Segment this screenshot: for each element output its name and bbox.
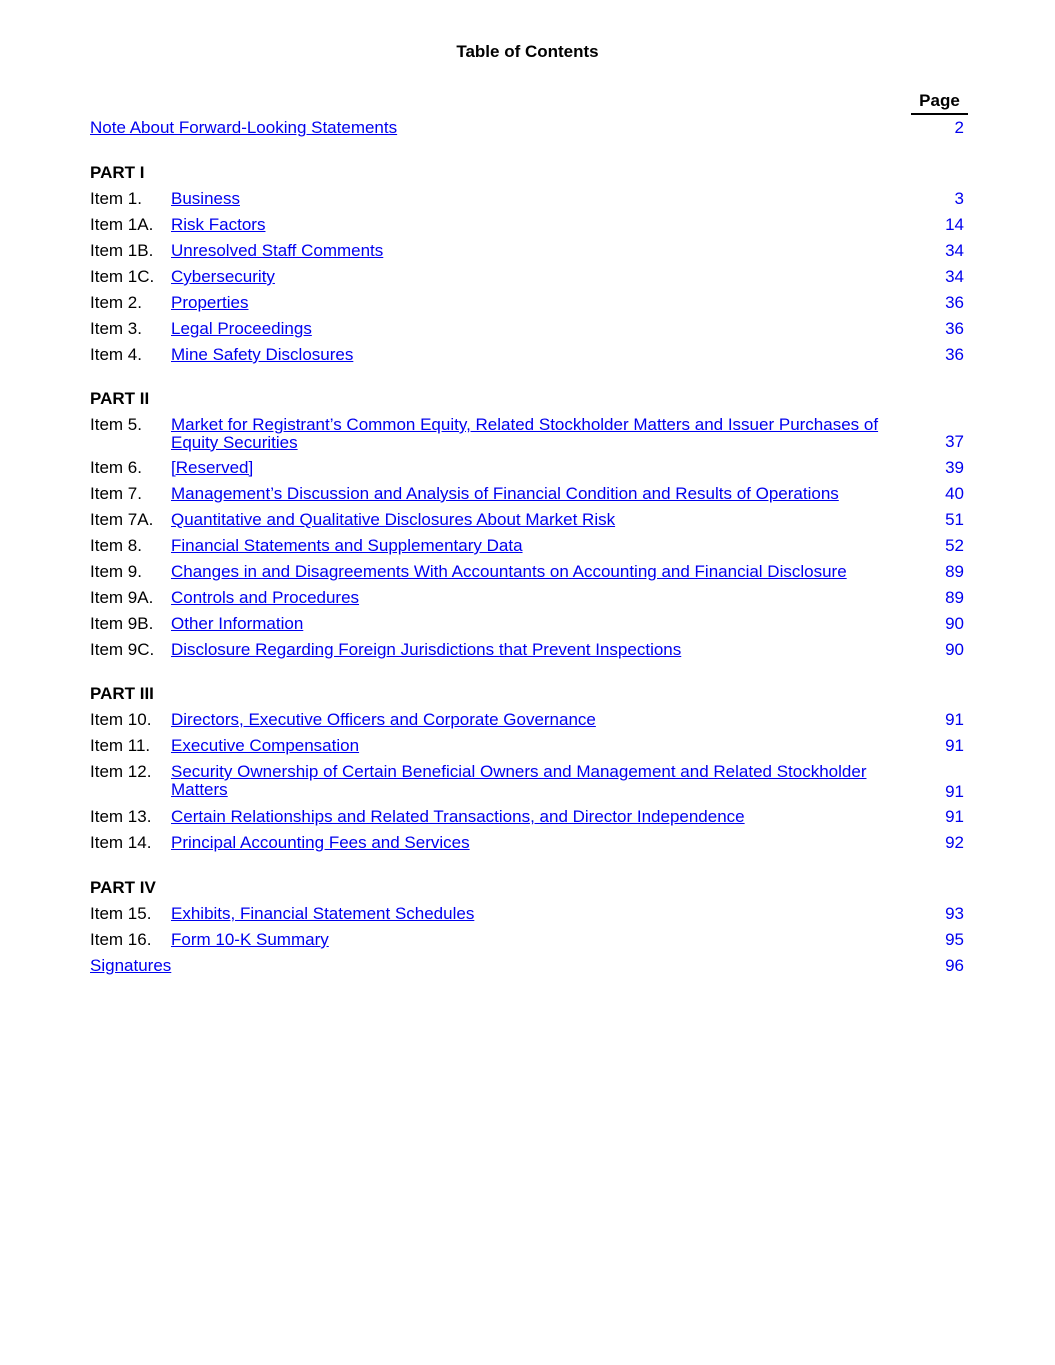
part-heading: PART IV [90,878,156,897]
item-link[interactable]: [Reserved] [171,458,254,477]
page-number: 36 [945,293,964,312]
page-number: 3 [954,189,964,208]
page-number: 91 [945,807,964,826]
item-link[interactable]: Other Information [171,614,304,633]
page-number: 51 [945,510,964,529]
item-link[interactable]: Legal Proceedings [171,319,312,338]
item-number: Item 7A. [90,510,154,529]
page-number: 34 [945,241,964,260]
item-number: Item 9C. [90,640,155,659]
page-number: 93 [945,904,964,923]
page-number: 90 [945,640,964,659]
item-link[interactable]: Exhibits, Financial Statement Schedules [171,904,475,923]
item-link[interactable]: Cybersecurity [171,267,275,286]
item-number: Item 1. [90,189,142,208]
item-link[interactable]: Risk Factors [171,215,266,234]
item-link[interactable]: Financial Statements and Supplementary Data [171,536,523,555]
page-number: 92 [945,833,964,852]
item-link[interactable]: Principal Accounting Fees and Services [171,833,470,852]
page-number: 90 [945,614,964,633]
item-link[interactable]: Certain Relationships and Related Transactions, and Director Independence [171,807,745,826]
item-number: Item 13. [90,807,152,826]
item-link[interactable]: Changes in and Disagreements With Accountants on Accounting and Financial Disclosure [171,562,847,581]
page-number: 40 [945,484,964,503]
item-number: Item 11. [90,736,151,755]
item-number: Item 1A. [90,215,154,234]
part-heading: PART I [90,163,145,182]
item-link[interactable]: Mine Safety Disclosures [171,345,354,364]
item-number: Item 12. [90,762,152,781]
item-number: Item 7. [90,484,142,503]
item-number: Item 2. [90,293,142,312]
item-number: Item 15. [90,904,152,923]
item-link[interactable]: Controls and Procedures [171,588,360,607]
page-number: 36 [945,345,964,364]
page-number: 52 [945,536,964,555]
page-number: 96 [945,956,964,975]
page-title: Table of Contents [456,42,599,61]
item-number: Item 14. [90,833,152,852]
item-number: Item 9. [90,562,142,581]
item-number: Item 10. [90,710,152,729]
item-link[interactable]: Management’s Discussion and Analysis of Financial Condition and Results of Operations [171,484,839,503]
item-number: Item 8. [90,536,142,555]
page-number: 91 [945,710,964,729]
item-link[interactable]: Business [171,189,240,208]
page-number: 91 [945,736,964,755]
signatures-link[interactable]: Signatures [90,956,172,975]
item-link[interactable]: Properties [171,293,249,312]
item-number: Item 3. [90,319,142,338]
page-column-header: Page [911,91,968,115]
page-number: 95 [945,930,964,949]
page-number: 89 [945,562,964,581]
item-link[interactable]: Executive Compensation [171,736,360,755]
item-number: Item 4. [90,345,142,364]
item-link[interactable]: Quantitative and Qualitative Disclosures About Market Risk [171,510,616,529]
page-number: 14 [945,215,964,234]
page-number: 37 [945,432,964,451]
note-link[interactable]: Note About Forward-Looking Statements [90,118,398,137]
item-link[interactable]: Directors, Executive Officers and Corporate Governance [171,710,596,729]
item-number: Item 1B. [90,241,154,260]
page-number: 91 [945,782,964,801]
item-number: Item 9B. [90,614,154,633]
item-number: Item 5. [90,415,142,434]
item-link[interactable]: Unresolved Staff Comments [171,241,384,260]
item-link[interactable]: Form 10-K Summary [171,930,329,949]
item-link[interactable]: Disclosure Regarding Foreign Jurisdictions that Prevent Inspections [171,640,682,659]
part-heading: PART III [90,684,154,703]
item-number: Item 1C. [90,267,155,286]
page-number: 36 [945,319,964,338]
part-heading: PART II [90,389,150,408]
item-link[interactable]: Market for Registrant’s Common Equity, Related Stockholder Matters and Issuer Purchases of Equity Securities [171,415,879,452]
item-number: Item 6. [90,458,142,477]
page-number: 2 [954,118,964,137]
item-link[interactable]: Security Ownership of Certain Beneficial Owners and Management and Related Stockholder Matters [171,762,867,799]
page-number: 39 [945,458,964,477]
item-number: Item 9A. [90,588,154,607]
item-number: Item 16. [90,930,152,949]
page-number: 34 [945,267,964,286]
page-number: 89 [945,588,964,607]
